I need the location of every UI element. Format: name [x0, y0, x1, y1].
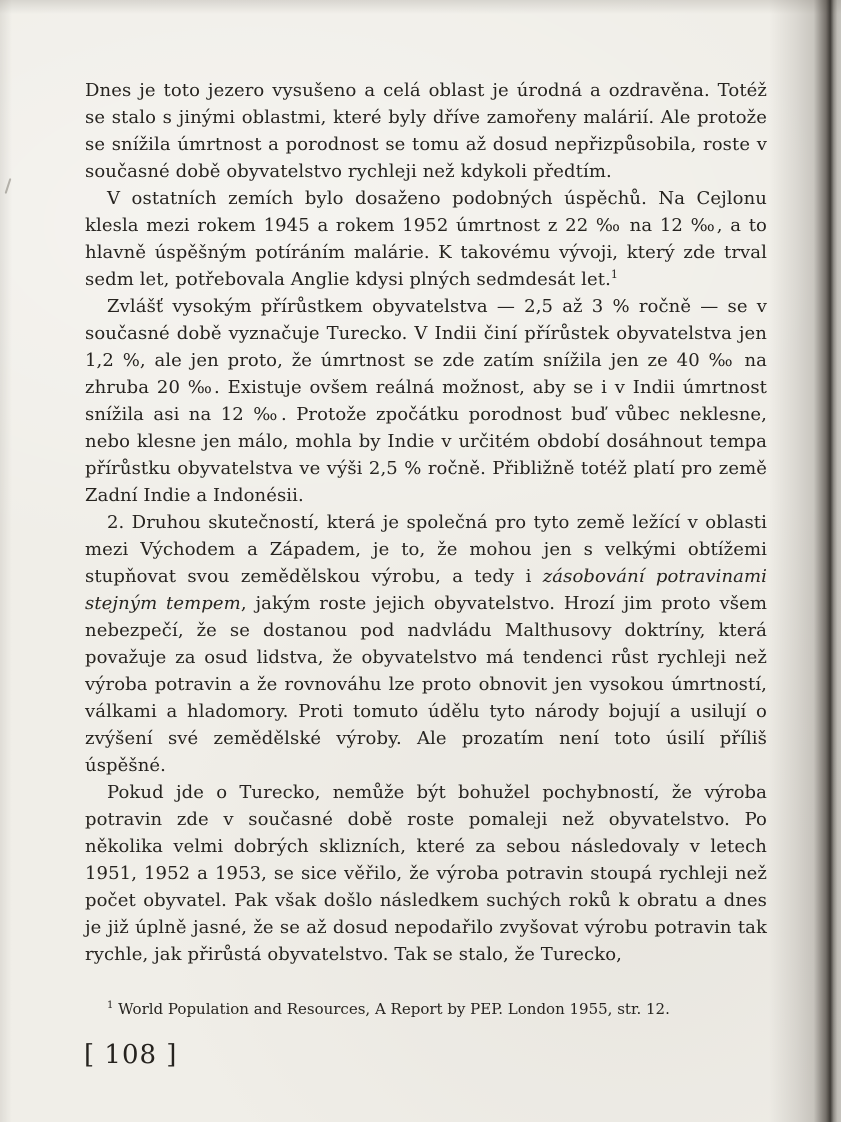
scan-book-spine-shadow: [769, 0, 841, 1122]
scan-left-shadow: [0, 0, 12, 1122]
text-segment: Zvlášť vysokým přírůstkem obyvatelstva — 2,5 až 3 % ročně — se v současné době vyznačuje Turecko. V Indii činí přírůstek obyvatelstva jen 1,2 %, ale jen proto, že úmrtnost se zde zatím snížila jen ze 40 ‰ na zhruba 20 ‰. Existuje ovšem reálná možnost, aby se i v Indii úmrtnost snížila asi na 12 ‰. Protože zpočátku porodnost buď vůbec neklesne, nebo klesne jen málo, mohla by Indie v určitém období dosáhnout tempa přírůstku obyvatelstva ve výši 2,5 % ročně. Přibližně totéž platí pro země Zadní Indie a Indonésii.: [85, 296, 767, 506]
text-segment: 2. Druhou skutečností, která je společná pro tyto země ležící v oblasti mezi Východem a Západem, je to, že mohou jen s velkými obtížemi stupňovat svou zemědělskou výrobu, a tedy i: [85, 512, 767, 587]
italic-text-segment: zásobování potravinami stejným tempem: [85, 566, 768, 614]
text-segment: Dnes je toto jezero vysušeno a celá oblast je úrodná a ozdravěna. Totéž se stalo s jinými oblastmi, které byly dříve zamořeny malárií. Ale protože se snížila úmrtnost a porodnost se tomu až dosud nepřizpůsobila, roste v současné době obyvatelstvo rychleji než kdykoli předtím.: [85, 80, 767, 182]
footnote-marker: 1: [107, 1000, 114, 1011]
paragraph: [85, 779, 767, 968]
paragraph: [85, 293, 767, 509]
text-segment: V ostatních zemích bylo dosaženo podobných úspěchů. Na Cejlonu klesla mezi rokem 1945 a rokem 1952 úmrtnost z 22 ‰ na 12 ‰, a to hlavně úspěšným potíráním malárie. K takovému vývoji, který zde trval sedm let, potřebovala Anglie kdysi plných sedmdesát let.: [85, 188, 767, 290]
footnote-reference: 1: [610, 268, 619, 281]
paragraph: [85, 185, 767, 293]
pencil-mark: [5, 178, 12, 194]
text-block: [85, 77, 767, 968]
paragraph: [85, 77, 767, 185]
footnote-text: World Population and Resources, A Report by PEP. London 1955, str. 12.: [118, 1000, 670, 1018]
footnote: [85, 999, 767, 1019]
page-number: [ 108 ]: [84, 1040, 178, 1070]
paragraph: [85, 509, 767, 779]
scan-top-shadow: [0, 0, 841, 14]
text-segment: , jakým roste jejich obyvatelstvo. Hrozí jim proto všem nebezpečí, že se dostanou pod nadvládu Malthusovy doktríny, která považuje za osud lidstva, že obyvatelstvo má tendenci růst rychleji než výroba potravin a že rovnováhu lze proto obnovit jen vysokou úmrtností, válkami a hladomory. Proti tomuto údělu tyto národy bojují a usilují o zvýšení své zemědělské výroby. Ale prozatím není toto úsilí příliš úspěšné.: [85, 593, 767, 776]
text-segment: Pokud jde o Turecko, nemůže být bohužel pochybností, že výroba potravin zde v současné době roste pomaleji než obyvatelstvo. Po několika velmi dobrých sklizních, které za sebou následovaly v letech 1951, 1952 a 1953, se sice věřilo, že výroba potravin stoupá rychleji než počet obyvatel. Pak však došlo následkem suchých roků k obratu a dnes je již úplně jasné, že se až dosud nepodařilo zvyšovat výrobu potravin tak rychle, jak přirůstá obyvatelstvo. Tak se stalo, že Turecko,: [85, 782, 767, 965]
